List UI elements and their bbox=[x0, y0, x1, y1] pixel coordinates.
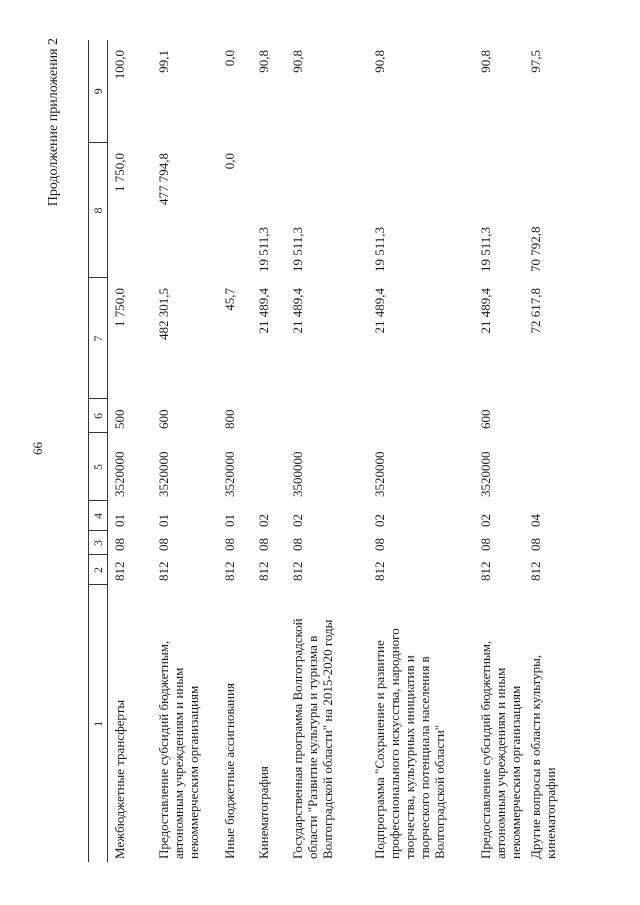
cell-c9: 0,0 bbox=[222, 50, 237, 67]
cell-c4: 02 bbox=[478, 514, 493, 527]
cell-c2: 812 bbox=[372, 561, 387, 581]
cell-c7: 482 301,5 bbox=[156, 288, 171, 340]
table-row bbox=[256, 40, 290, 862]
cell-c4: 01 bbox=[222, 514, 237, 527]
row-name: Предоставление субсидий бюджетным, автономным учреждениям и иным некоммерческим организациям bbox=[478, 640, 523, 859]
cell-c4: 01 bbox=[156, 514, 171, 527]
header-col-5: 5 bbox=[89, 433, 108, 501]
cell-c6 bbox=[256, 399, 290, 433]
cell-c2: 812 bbox=[156, 561, 171, 581]
table-row bbox=[290, 40, 372, 862]
cell-c3: 08 bbox=[478, 538, 493, 551]
cell-c7: 21 489,4 bbox=[256, 288, 271, 334]
row-name: Межбюджетные трансферты bbox=[112, 699, 127, 859]
cell-c5 bbox=[256, 433, 290, 501]
cell-c5: 3500000 bbox=[290, 451, 305, 497]
table-row bbox=[478, 40, 528, 862]
header-col-6: 6 bbox=[89, 399, 108, 433]
cell-c2: 812 bbox=[256, 561, 271, 581]
cell-c4: 02 bbox=[372, 514, 387, 527]
cell-c6: 600 bbox=[478, 409, 493, 429]
cell-c4: 02 bbox=[290, 514, 305, 527]
cell-c3: 08 bbox=[256, 538, 271, 551]
cell-c7: 21 489,4 bbox=[478, 288, 493, 334]
cell-c8: 19 511,3 bbox=[290, 226, 305, 272]
cell-c7: 72 617,8 bbox=[528, 288, 543, 334]
header-col-3: 3 bbox=[89, 531, 108, 555]
cell-c8: 0,0 bbox=[222, 153, 237, 170]
page-number: 66 bbox=[30, 442, 45, 455]
cell-c5: 3520000 bbox=[372, 451, 387, 497]
cell-c8: 19 511,3 bbox=[478, 226, 493, 272]
header-col-4: 4 bbox=[89, 501, 108, 531]
cell-c5: 3520000 bbox=[478, 451, 493, 497]
cell-c9: 90,8 bbox=[290, 50, 305, 73]
cell-c9: 100,0 bbox=[112, 50, 127, 80]
header-col-7: 7 bbox=[89, 278, 108, 399]
cell-c6: 800 bbox=[222, 409, 237, 429]
cell-c4: 04 bbox=[528, 514, 543, 527]
cell-c4: 01 bbox=[112, 514, 127, 527]
cell-c8: 477 794,8 bbox=[156, 153, 171, 205]
cell-c5: 3520000 bbox=[112, 451, 127, 497]
cell-c8: 1 750,0 bbox=[112, 153, 127, 192]
appendix-subtitle: Продолжение приложения 2 bbox=[46, 38, 61, 207]
cell-c8: 70 792,8 bbox=[528, 226, 543, 272]
cell-c6 bbox=[528, 399, 562, 433]
header-col-1: 1 bbox=[89, 585, 108, 862]
header-col-2: 2 bbox=[89, 555, 108, 585]
budget-table bbox=[88, 40, 562, 862]
cell-c3: 08 bbox=[290, 538, 305, 551]
cell-c2: 812 bbox=[290, 561, 305, 581]
cell-c9: 90,8 bbox=[372, 50, 387, 73]
row-name: Государственная программа Волгоградской области "Развитие культуры и туризма в Волгоградской области" на 2015-2020 годы bbox=[290, 618, 335, 859]
cell-c6: 500 bbox=[112, 409, 127, 429]
cell-c3: 08 bbox=[222, 538, 237, 551]
table-row bbox=[528, 40, 562, 862]
cell-c3: 08 bbox=[112, 538, 127, 551]
cell-c6: 600 bbox=[156, 409, 171, 429]
cell-c3: 08 bbox=[528, 538, 543, 551]
cell-c5: 3520000 bbox=[222, 451, 237, 497]
cell-c2: 812 bbox=[112, 561, 127, 581]
row-name: Предоставление субсидий бюджетным, автономным учреждениям и иным некоммерческим организациям bbox=[156, 640, 201, 859]
cell-c2: 812 bbox=[528, 561, 543, 581]
cell-c9: 90,8 bbox=[478, 50, 493, 73]
cell-c9: 90,8 bbox=[256, 50, 271, 73]
cell-c3: 08 bbox=[372, 538, 387, 551]
cell-c4: 02 bbox=[256, 514, 271, 527]
cell-c8: 19 511,3 bbox=[256, 226, 271, 272]
cell-c7: 21 489,4 bbox=[290, 288, 305, 334]
cell-c6 bbox=[372, 399, 478, 433]
cell-c6 bbox=[290, 399, 372, 433]
cell-c5: 3520000 bbox=[156, 451, 171, 497]
cell-c9: 97,5 bbox=[528, 50, 543, 73]
header-col-9: 9 bbox=[89, 40, 108, 143]
row-name: Кинематография bbox=[256, 766, 271, 859]
cell-c3: 08 bbox=[156, 538, 171, 551]
cell-c7: 21 489,4 bbox=[372, 288, 387, 334]
row-name: Другие вопросы в области культуры, кинематографии bbox=[528, 654, 558, 859]
cell-c2: 812 bbox=[478, 561, 493, 581]
cell-c7: 1 750,0 bbox=[112, 288, 127, 327]
header-row bbox=[89, 40, 108, 862]
row-name: Подпрограмма "Сохранение и развитие профессионального искусства, народного творчества, культурных инициатив и творческого потенциала населения в Волгоградской области" bbox=[372, 628, 447, 859]
cell-c2: 812 bbox=[222, 561, 237, 581]
header-col-8: 8 bbox=[89, 143, 108, 278]
table-row bbox=[112, 40, 156, 862]
cell-c9: 99,1 bbox=[156, 50, 171, 73]
table-row bbox=[222, 40, 256, 862]
cell-c5 bbox=[528, 433, 562, 501]
cell-c8: 19 511,3 bbox=[372, 226, 387, 272]
table-row bbox=[372, 40, 478, 862]
table-row bbox=[156, 40, 222, 862]
cell-c7: 45,7 bbox=[222, 288, 237, 311]
row-name: Иные бюджетные ассигнования bbox=[222, 682, 237, 859]
